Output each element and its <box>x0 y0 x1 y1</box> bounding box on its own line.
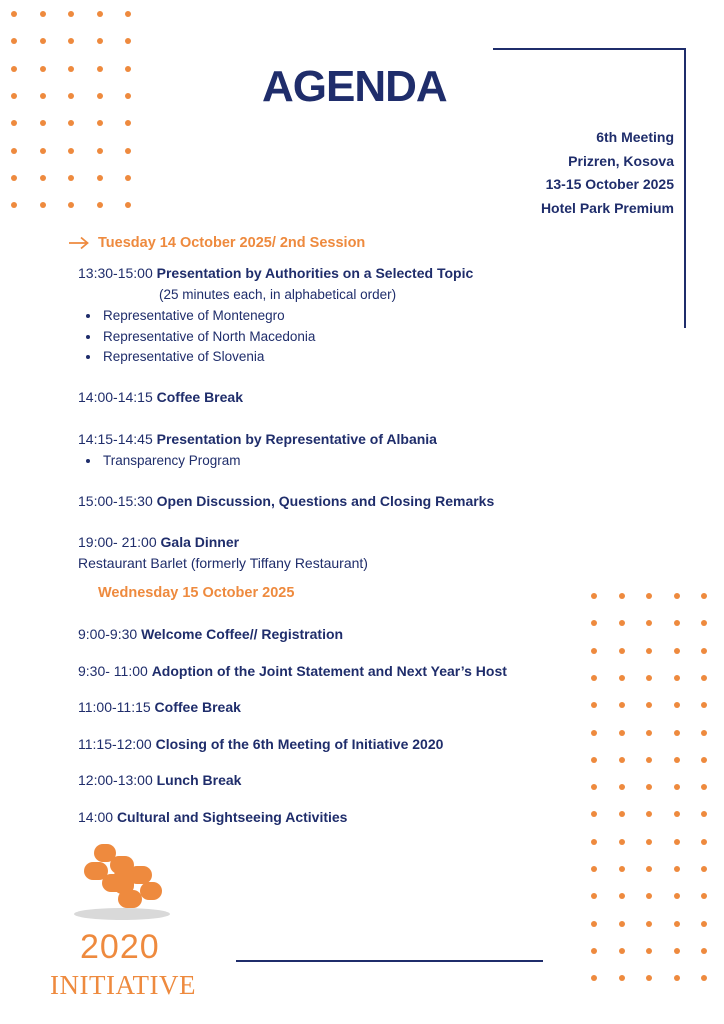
agenda-item <box>78 534 239 550</box>
decorative-dot <box>591 975 597 981</box>
decorative-dot <box>11 66 17 72</box>
decorative-dot <box>11 120 17 126</box>
day2-heading: Wednesday 15 October 2025 <box>98 585 295 601</box>
decorative-dot <box>591 839 597 845</box>
decorative-dot <box>646 620 652 626</box>
decorative-dot <box>125 11 131 17</box>
decorative-dot <box>125 202 131 208</box>
agenda-desc: Coffee Break <box>154 699 241 715</box>
decorative-dot <box>646 593 652 599</box>
agenda-desc: Presentation by Representative of Albania <box>156 431 437 447</box>
decorative-dot <box>619 948 625 954</box>
meeting-info <box>541 126 674 220</box>
agenda-desc: Presentation by Authorities on a Selected Topic <box>156 265 474 281</box>
meeting-location: Prizren, Kosova <box>568 152 674 169</box>
decorative-dot <box>125 175 131 181</box>
decorative-dot <box>40 93 46 99</box>
decorative-dot <box>701 948 707 954</box>
arrow-right-icon <box>68 236 90 250</box>
frame-line-top <box>493 48 686 50</box>
decorative-dot <box>674 620 680 626</box>
decorative-dot <box>97 148 103 154</box>
decorative-dot <box>674 921 680 927</box>
agenda-time: 19:00- 21:00 <box>78 534 157 550</box>
decorative-dot <box>591 893 597 899</box>
agenda-desc: Coffee Break <box>156 389 243 405</box>
decorative-dot <box>591 757 597 763</box>
decorative-dot <box>674 757 680 763</box>
decorative-dot <box>40 202 46 208</box>
decorative-dot <box>619 757 625 763</box>
decorative-dot <box>646 948 652 954</box>
decorative-dot <box>125 93 131 99</box>
agenda-time: 9:30- 11:00 <box>78 663 148 679</box>
agenda-time: 14:00-14:15 <box>78 389 153 405</box>
page-title: AGENDA <box>262 62 447 111</box>
decorative-dot <box>674 948 680 954</box>
decorative-dot <box>68 148 74 154</box>
decorative-dot <box>701 975 707 981</box>
decorative-dot <box>97 11 103 17</box>
decorative-dot <box>11 11 17 17</box>
decorative-dot <box>40 11 46 17</box>
decorative-dot <box>646 811 652 817</box>
decorative-dot <box>701 784 707 790</box>
decorative-dot <box>701 702 707 708</box>
decorative-dot <box>619 675 625 681</box>
list-item: Representative of Montenegro <box>86 306 315 327</box>
decorative-dot <box>646 921 652 927</box>
decorative-dot <box>11 175 17 181</box>
decorative-dot <box>646 839 652 845</box>
decorative-dot <box>591 866 597 872</box>
decorative-dot <box>674 866 680 872</box>
decorative-dot <box>591 948 597 954</box>
decorative-dot <box>701 620 707 626</box>
decorative-dot <box>646 757 652 763</box>
logo-year: 2020 <box>80 928 160 966</box>
decorative-dot <box>646 975 652 981</box>
decorative-dot <box>674 648 680 654</box>
agenda-desc: Adoption of the Joint Statement and Next Year’s Host <box>151 663 507 679</box>
agenda-desc: Cultural and Sightseeing Activities <box>116 809 348 825</box>
decorative-dot <box>97 38 103 44</box>
decorative-dot <box>68 11 74 17</box>
decorative-dot <box>674 839 680 845</box>
decorative-dot <box>619 975 625 981</box>
decorative-dot <box>646 893 652 899</box>
agenda-time: 13:30-15:00 <box>78 265 153 281</box>
decorative-dot <box>97 175 103 181</box>
agenda-desc: Gala Dinner <box>160 534 240 550</box>
decorative-dot <box>619 620 625 626</box>
decorative-dot <box>619 593 625 599</box>
agenda-item <box>78 663 507 679</box>
decorative-dot <box>674 702 680 708</box>
decorative-dot <box>619 893 625 899</box>
decorative-dot <box>40 120 46 126</box>
decorative-dot <box>674 730 680 736</box>
agenda-time: 14:00 <box>78 809 114 825</box>
decorative-dot <box>619 730 625 736</box>
decorative-dot <box>11 202 17 208</box>
decorative-dot <box>68 93 74 99</box>
decorative-dot <box>68 202 74 208</box>
agenda-time: 12:00-13:00 <box>78 772 153 788</box>
decorative-dot <box>97 202 103 208</box>
agenda-item <box>78 389 243 405</box>
agenda-item <box>78 265 473 281</box>
meeting-number: 6th Meeting <box>596 129 674 145</box>
meeting-venue: Hotel Park Premium <box>540 199 674 216</box>
agenda-desc: Closing of the 6th Meeting of Initiative 2020 <box>155 736 444 752</box>
decorative-dot <box>591 593 597 599</box>
decorative-dot <box>701 593 707 599</box>
agenda-item <box>78 431 437 447</box>
decorative-dot <box>591 675 597 681</box>
list-item: Transparency Program <box>86 451 241 472</box>
decorative-dot <box>646 866 652 872</box>
agenda-desc: Welcome Coffee// Registration <box>141 626 344 642</box>
decorative-dot <box>68 66 74 72</box>
decorative-dot <box>125 120 131 126</box>
decorative-dot <box>701 893 707 899</box>
decorative-dot <box>619 921 625 927</box>
agenda-item <box>78 699 241 715</box>
logo-name: INITIATIVE <box>50 970 196 1000</box>
decorative-dot <box>701 921 707 927</box>
footer-divider <box>236 960 543 962</box>
agenda-time: 9:00-9:30 <box>78 626 138 642</box>
agenda-item <box>78 626 343 642</box>
agenda-time: 15:00-15:30 <box>78 493 153 509</box>
decorative-dot <box>125 148 131 154</box>
decorative-dot <box>97 93 103 99</box>
list-item: Representative of Slovenia <box>86 347 315 368</box>
dinner-venue: Restaurant Barlet (formerly Tiffany Restaurant) <box>78 555 368 571</box>
decorative-dot <box>97 66 103 72</box>
agenda-desc: Lunch Break <box>156 772 242 788</box>
decorative-dot <box>11 148 17 154</box>
decorative-dot <box>646 702 652 708</box>
agenda-item <box>78 736 443 752</box>
decorative-dot <box>701 730 707 736</box>
decorative-dot <box>701 839 707 845</box>
decorative-dot <box>674 893 680 899</box>
decorative-dot <box>646 730 652 736</box>
decorative-dot <box>674 593 680 599</box>
agenda-time: 11:15-12:00 <box>78 736 152 752</box>
decorative-dot <box>40 175 46 181</box>
decorative-dot <box>40 66 46 72</box>
agenda-desc: Open Discussion, Questions and Closing Remarks <box>156 493 495 509</box>
decorative-dot <box>11 93 17 99</box>
agenda-item <box>78 809 347 825</box>
decorative-dot <box>701 648 707 654</box>
decorative-dot <box>674 675 680 681</box>
agenda-time: 11:00-11:15 <box>78 699 151 715</box>
decorative-dot <box>125 66 131 72</box>
decorative-dot <box>674 784 680 790</box>
decorative-dot <box>68 120 74 126</box>
decorative-dot <box>40 148 46 154</box>
list-item: Representative of North Macedonia <box>86 327 315 348</box>
day1-heading: Tuesday 14 October 2025/ 2nd Session <box>98 235 366 251</box>
decorative-dot <box>591 784 597 790</box>
decorative-dot <box>646 784 652 790</box>
decorative-dot <box>619 784 625 790</box>
decorative-dot <box>701 811 707 817</box>
initiative-logo-icon <box>74 838 174 924</box>
decorative-dot <box>11 38 17 44</box>
decorative-dot <box>591 702 597 708</box>
decorative-dot <box>701 675 707 681</box>
agenda-item <box>78 493 494 509</box>
representatives-list <box>86 306 315 368</box>
agenda-item <box>78 772 241 788</box>
decorative-dot <box>646 648 652 654</box>
decorative-dot <box>591 730 597 736</box>
decorative-dot <box>701 866 707 872</box>
decorative-dot <box>97 120 103 126</box>
frame-line-right <box>684 48 686 328</box>
decorative-dot <box>125 38 131 44</box>
decorative-dot <box>619 648 625 654</box>
agenda-time: 14:15-14:45 <box>78 431 153 447</box>
decorative-dot <box>591 811 597 817</box>
decorative-dot <box>591 921 597 927</box>
albania-topics-list <box>86 451 241 472</box>
decorative-dot <box>591 620 597 626</box>
decorative-dot <box>619 839 625 845</box>
decorative-dot <box>68 175 74 181</box>
decorative-dot <box>674 975 680 981</box>
decorative-dot <box>619 811 625 817</box>
decorative-dot <box>674 811 680 817</box>
decorative-dot <box>40 38 46 44</box>
decorative-dot <box>619 866 625 872</box>
decorative-dot <box>646 675 652 681</box>
decorative-dot <box>701 757 707 763</box>
agenda-note: (25 minutes each, in alphabetical order) <box>159 287 397 302</box>
decorative-dot <box>619 702 625 708</box>
decorative-dot <box>591 648 597 654</box>
decorative-dot <box>68 38 74 44</box>
meeting-dates: 13-15 October 2025 <box>545 176 674 192</box>
